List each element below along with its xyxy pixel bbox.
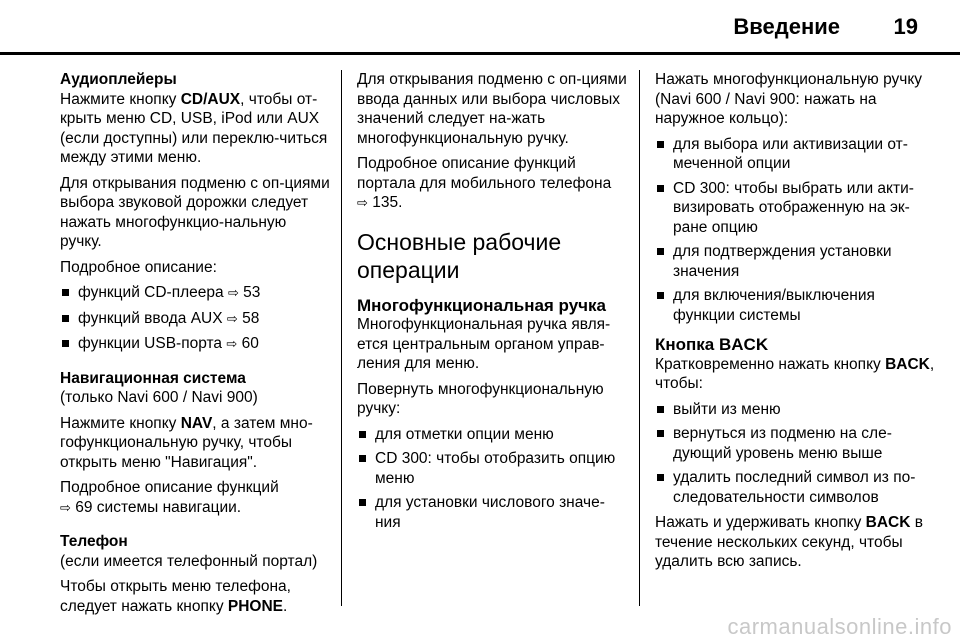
knob-list [357, 425, 627, 533]
audio-heading: Аудиоплейеры [60, 71, 177, 88]
back-list [655, 400, 935, 508]
list-item: для подтверждения установки значения [655, 242, 935, 281]
list-item: для установки числового значе-ния [357, 493, 627, 532]
column-divider-2 [639, 70, 640, 606]
bullet-icon [657, 292, 664, 299]
bullet-icon [359, 431, 366, 438]
watermark: carmanualsonline.info [727, 614, 952, 639]
bullet-icon [657, 430, 664, 437]
page-title: Введение [733, 14, 840, 39]
header-rule [0, 52, 960, 55]
list-item: функции USB-порта ⇨ 60 [60, 334, 330, 355]
section-title: Основные рабочие операции [357, 228, 562, 283]
audio-paragraph-1: Нажмите кнопку CD/AUX, чтобы от-крыть меню CD, USB, iPod или AUX (если доступны) или переклю-читься между этими меню. [60, 90, 328, 166]
page-ref-arrow-icon: ⇨ [227, 286, 239, 301]
list-item: для включения/выключения функции системы [655, 286, 935, 325]
bullet-icon [62, 315, 69, 322]
col2-paragraph-2: Подробное описание функций портала для мобильного телефона ⇨ 135. [357, 155, 612, 211]
list-item: CD 300: чтобы выбрать или акти-визировать отображенную на эк-ране опцию [655, 179, 935, 238]
bullet-icon [62, 340, 69, 347]
list-item: удалить последний символ из по-следовательности символов [655, 468, 935, 507]
audio-paragraph-3: Подробное описание: [60, 258, 217, 276]
phone-heading: Телефон [60, 533, 128, 550]
back-paragraph-2: Нажать и удерживать кнопку BACK в течение нескольких секунд, чтобы удалить всю запись. [655, 514, 923, 570]
nav-paragraph-1: Нажмите кнопку NAV, а затем мно-гофункциональную ручку, чтобы открыть меню "Навигация". [60, 414, 313, 471]
nav-heading: Навигационная система [60, 369, 246, 387]
page-number: 19 [893, 14, 918, 39]
knob-paragraph-1: Многофункциональная ручка явля-ется центральным органом управ-ления для меню. [357, 316, 611, 372]
knob-paragraph-2: Повернуть многофункциональную ручку: [357, 380, 604, 417]
col2-paragraph-1: Для открывания подменю с оп-циями ввода данных или выбора числовых значений следует на-жать многофункциональную ручку. [357, 71, 627, 147]
audio-paragraph-2: Для открывания подменю с оп-циями выбора звуковой дорожки следует нажать многофункцио-нальную ручку. [60, 174, 330, 250]
bullet-icon [657, 474, 664, 481]
footer [0, 616, 960, 642]
column-2 [357, 70, 627, 538]
column-divider-1 [341, 70, 342, 606]
bullet-icon [657, 185, 664, 192]
list-item: функций ввода AUX ⇨ 58 [60, 309, 330, 330]
page-ref-arrow-icon: ⇨ [226, 337, 238, 352]
list-item: выйти из меню [655, 400, 935, 420]
back-paragraph-1: Кратковременно нажать кнопку BACK, чтобы: [655, 355, 935, 392]
bullet-icon [359, 499, 366, 506]
list-item: CD 300: чтобы отобразить опцию меню [357, 449, 627, 488]
bullet-icon [359, 455, 366, 462]
phone-paragraph-1: Чтобы открыть меню телефона, следует нажать кнопку PHONE. [60, 578, 291, 615]
bullet-icon [657, 248, 664, 255]
page-header [0, 0, 960, 52]
list-item: для выбора или активизации от-меченной опции [655, 135, 935, 174]
nav-subtitle: (только Navi 600 / Navi 900) [60, 389, 258, 406]
bullet-icon [62, 289, 69, 296]
knob-heading: Многофункциональная ручка [357, 295, 607, 315]
page-ref-arrow-icon: ⇨ [226, 311, 238, 327]
col3-paragraph-1: Нажать многофункциональную ручку (Navi 600 / Navi 900: нажать на наружное кольцо): [655, 71, 923, 127]
page-ref-arrow-icon: ⇨ [60, 500, 71, 516]
column-1 [60, 70, 330, 622]
list-item: для отметки опции меню [357, 425, 627, 445]
phone-subtitle: (если имеется телефонный портал) [60, 552, 318, 570]
press-list [655, 135, 935, 326]
audio-list [60, 283, 330, 355]
page-ref-arrow-icon: ⇨ [357, 196, 368, 211]
bullet-icon [657, 406, 664, 413]
nav-paragraph-2: Подробное описание функций ⇨ 69 системы навигации. [60, 479, 279, 516]
back-heading: Кнопка BACK [655, 335, 769, 354]
bullet-icon [657, 141, 664, 148]
column-3 [655, 70, 935, 578]
list-item: функций CD-плеера ⇨ 53 [60, 283, 330, 304]
list-item: вернуться из подменю на сле-дующий уровень меню выше [655, 424, 935, 463]
